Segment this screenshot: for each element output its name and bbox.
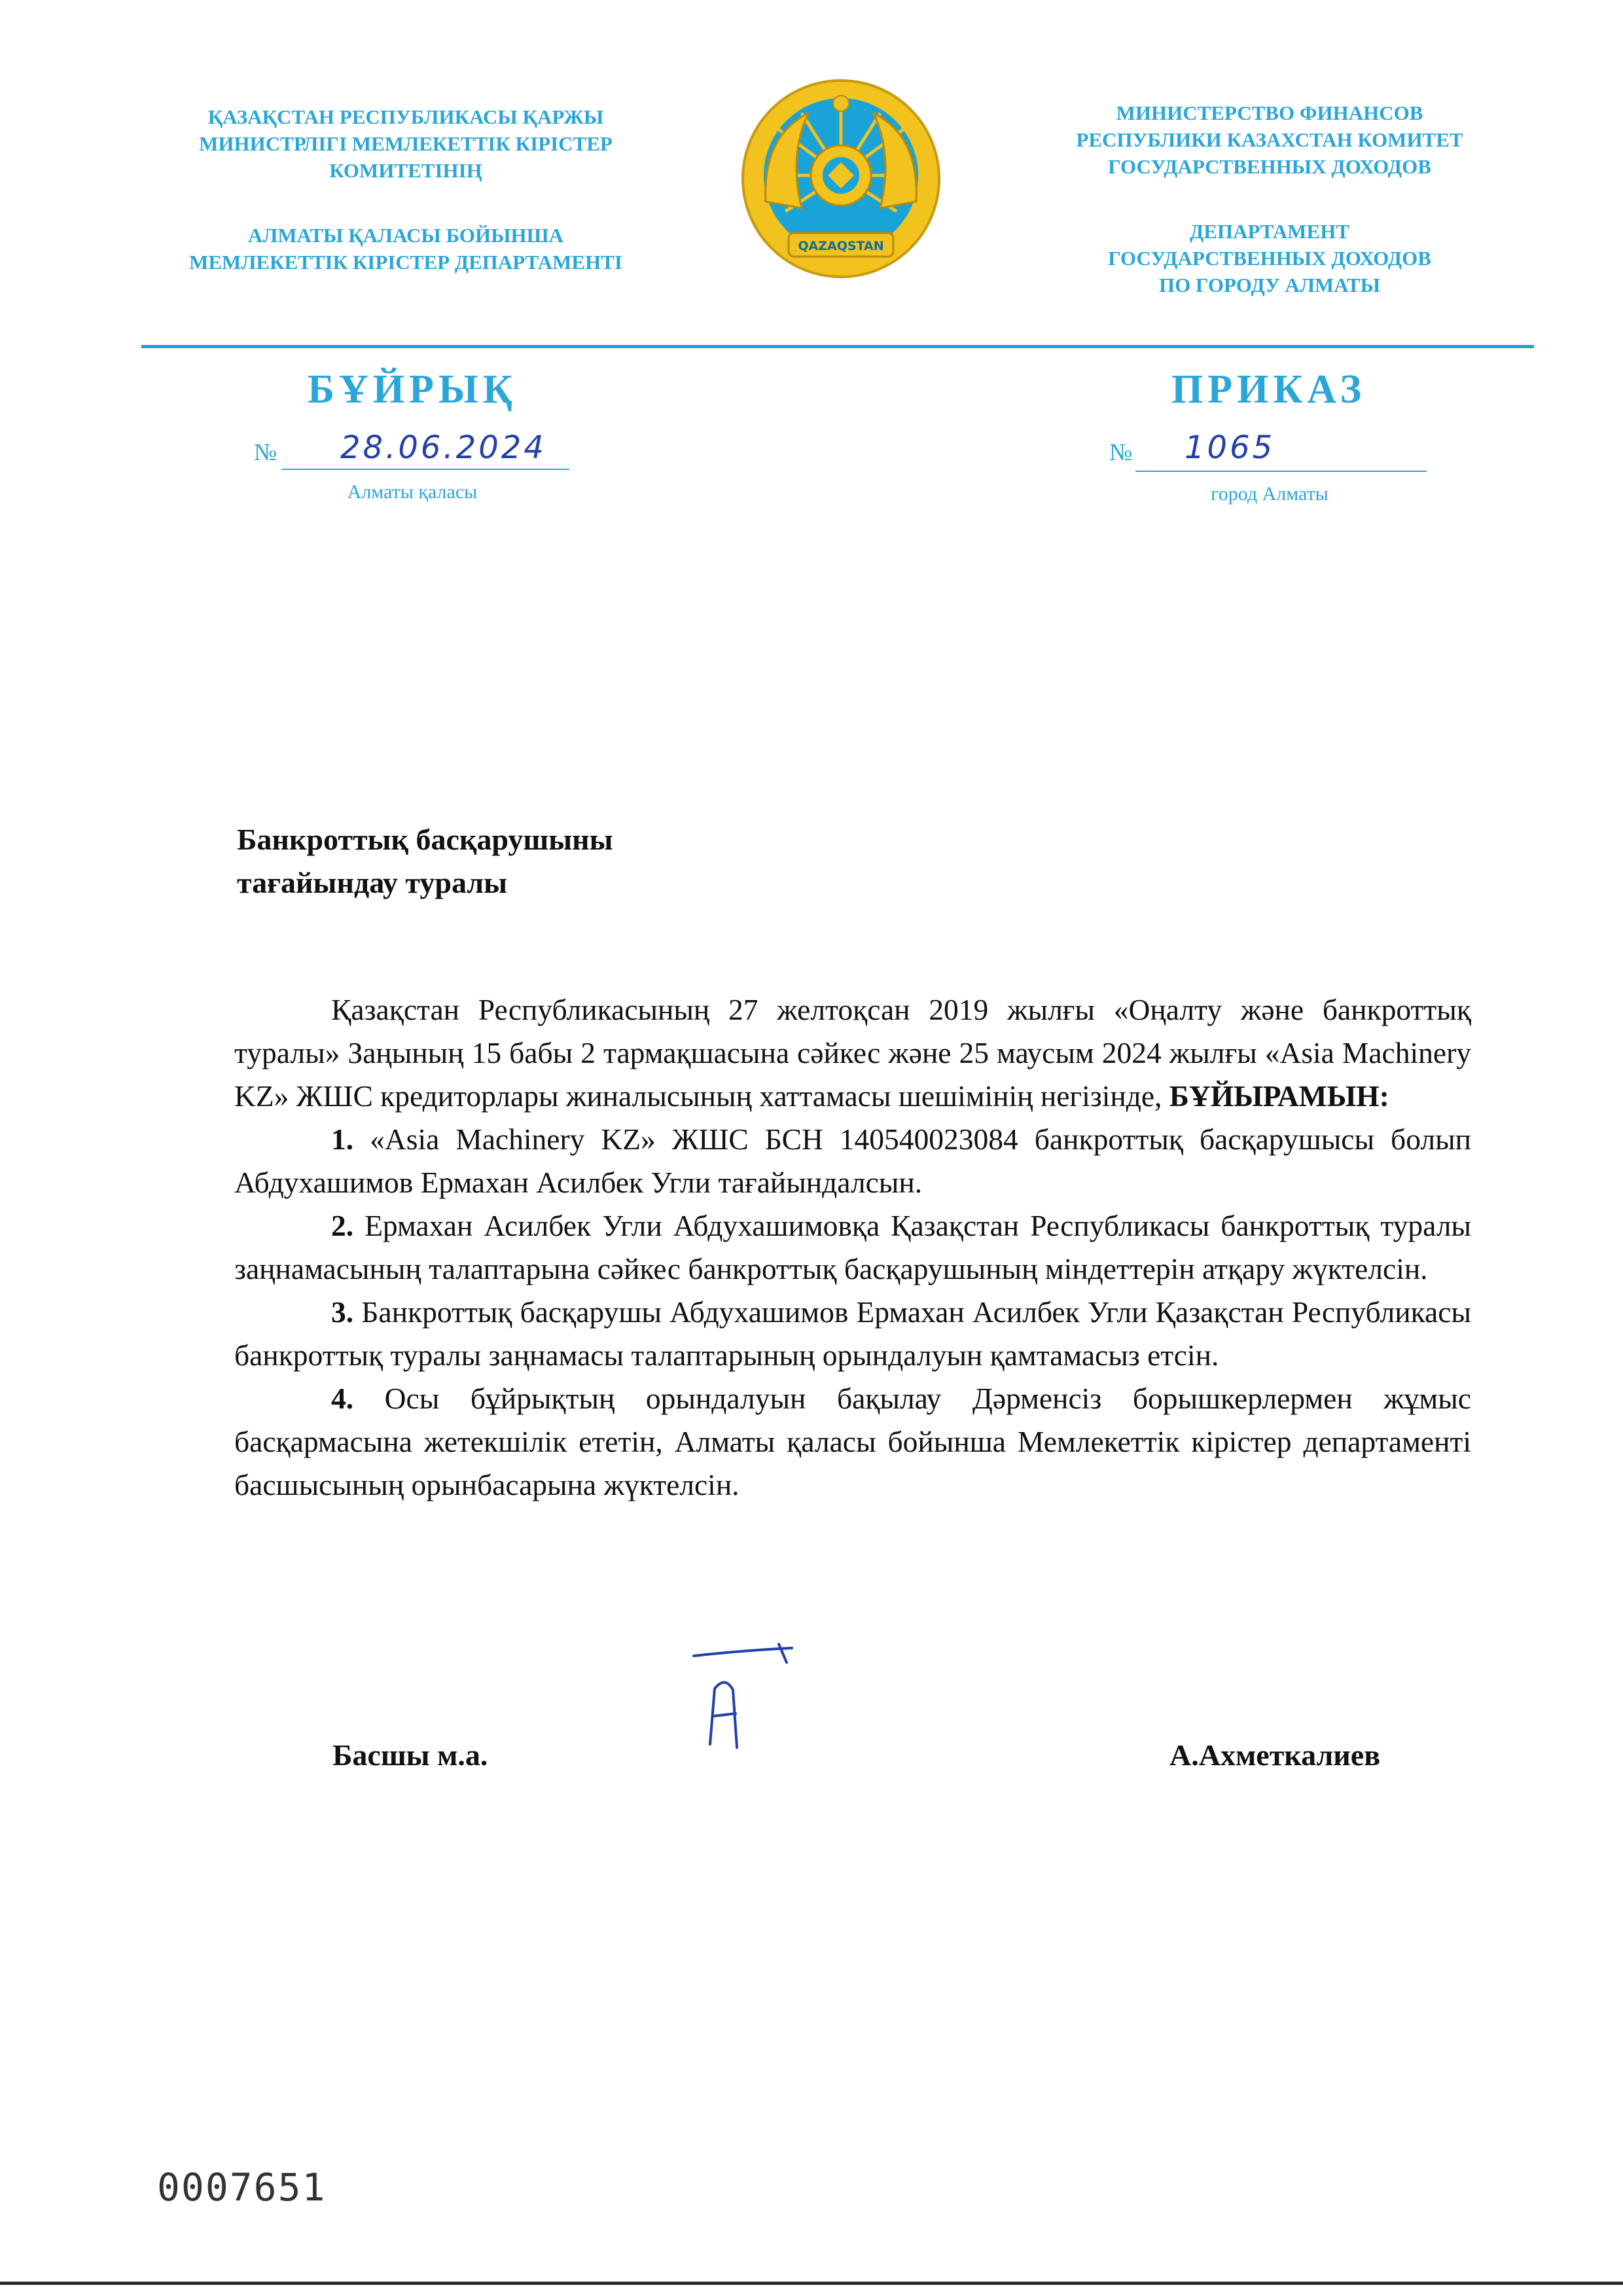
form-serial-number: 0007651 bbox=[157, 2165, 327, 2210]
header-divider bbox=[141, 345, 1534, 348]
signatory-name: А.Ахметкалиев bbox=[1169, 1738, 1381, 1772]
header-right-dept-line: ПО ГОРОДУ АЛМАТЫ bbox=[1158, 274, 1381, 296]
body-item: 2. Ермахан Асилбек Угли Абдухашимовқа Қазақстан Республикасы банкроттық туралы заңнамасының талаптарына сәйкес банкроттық басқарушының міндеттерін атқару жүктелсін. bbox=[234, 1209, 1471, 1285]
city-kz: Алматы қаласы bbox=[347, 481, 478, 503]
handwritten-order-number: 1065 bbox=[1185, 429, 1275, 466]
city-ru: город Алматы bbox=[1211, 483, 1329, 505]
body-intro: Қазақстан Республикасының 27 желтоқсан 2019 жылғы «Оңалту және банкроттық туралы» Заңының 15 бабы 2 тармақшасына сәйкес және 25 маусым 2024 жылғы «Asia Machinery KZ» ЖШС кредиторлары жиналысының хаттамасы шешімінің негізінде, БҰЙЫРАМЫН: bbox=[234, 993, 1471, 1113]
subject-line: Банкроттық басқарушыны bbox=[237, 823, 613, 856]
body-item: 4. Осы бұйрықтың орындалуын бақылау Дәрменсіз борышкерлермен жұмыс басқармасына жетекшілік ететін, Алматы қаласы бойынша Мемлекеттік кірістер департаменті басшысының орынбасарына жүктелсін. bbox=[234, 1382, 1471, 1501]
document-body bbox=[234, 988, 1471, 1507]
header-left-org-line: МИНИСТРЛІГІ МЕМЛЕКЕТТІК КІРІСТЕР bbox=[199, 132, 613, 155]
header-right-org-line: ГОСУДАРСТВЕННЫХ ДОХОДОВ bbox=[1108, 155, 1431, 178]
date-underline bbox=[281, 469, 569, 470]
scan-edge bbox=[0, 2282, 1623, 2285]
date-number-sign: № bbox=[254, 439, 277, 466]
handwritten-signature bbox=[681, 1636, 825, 1767]
state-emblem-icon bbox=[740, 77, 942, 287]
svg-text:QAZAQSTAN: QAZAQSTAN bbox=[798, 239, 884, 253]
order-number-underline bbox=[1135, 471, 1427, 472]
header-left-org-line: ҚАЗАҚСТАН РЕСПУБЛИКАСЫ ҚАРЖЫ bbox=[207, 105, 604, 128]
header-right bbox=[998, 99, 1541, 298]
header-right-org-line: РЕСПУБЛИКИ КАЗАХСТАН КОМИТЕТ bbox=[1076, 128, 1463, 151]
body-item: 3. Банкроттық басқарушы Абдухашимов Ермахан Асилбек Угли Қазақстан Республикасы банкроттық туралы заңнамасы талаптарының орындалуын қамтамасыз етсін. bbox=[234, 1295, 1471, 1372]
header-left-dept-line: АЛМАТЫ ҚАЛАСЫ БОЙЫНША bbox=[247, 224, 564, 247]
header-left bbox=[134, 103, 677, 276]
header-right-org-line: МИНИСТЕРСТВО ФИНАНСОВ bbox=[1116, 101, 1423, 124]
handwritten-date: 28.06.2024 bbox=[340, 429, 546, 466]
order-title-ru: ПРИКАЗ bbox=[1171, 367, 1366, 412]
header-left-org-line: КОМИТЕТІНІҢ bbox=[329, 159, 482, 182]
header-right-dept-line: ГОСУДАРСТВЕННЫХ ДОХОДОВ bbox=[1108, 247, 1431, 270]
subject-line: тағайындау туралы bbox=[237, 866, 508, 899]
order-number-sign: № bbox=[1109, 439, 1133, 466]
header-left-dept-line: МЕМЛЕКЕТТІК КІРІСТЕР ДЕПАРТАМЕНТІ bbox=[189, 251, 622, 274]
document-subject bbox=[237, 818, 826, 905]
header-right-dept-line: ДЕПАРТАМЕНТ bbox=[1189, 220, 1350, 243]
signatory-position: Басшы м.а. bbox=[332, 1738, 488, 1772]
body-item: 1. «Asia Machinery KZ» ЖШС БСН 140540023084 банкроттық басқарушысы болып Абдухашимов Ермахан Асилбек Угли тағайындалсын. bbox=[234, 1122, 1471, 1199]
order-title-kz: БҰЙРЫҚ bbox=[308, 367, 517, 412]
